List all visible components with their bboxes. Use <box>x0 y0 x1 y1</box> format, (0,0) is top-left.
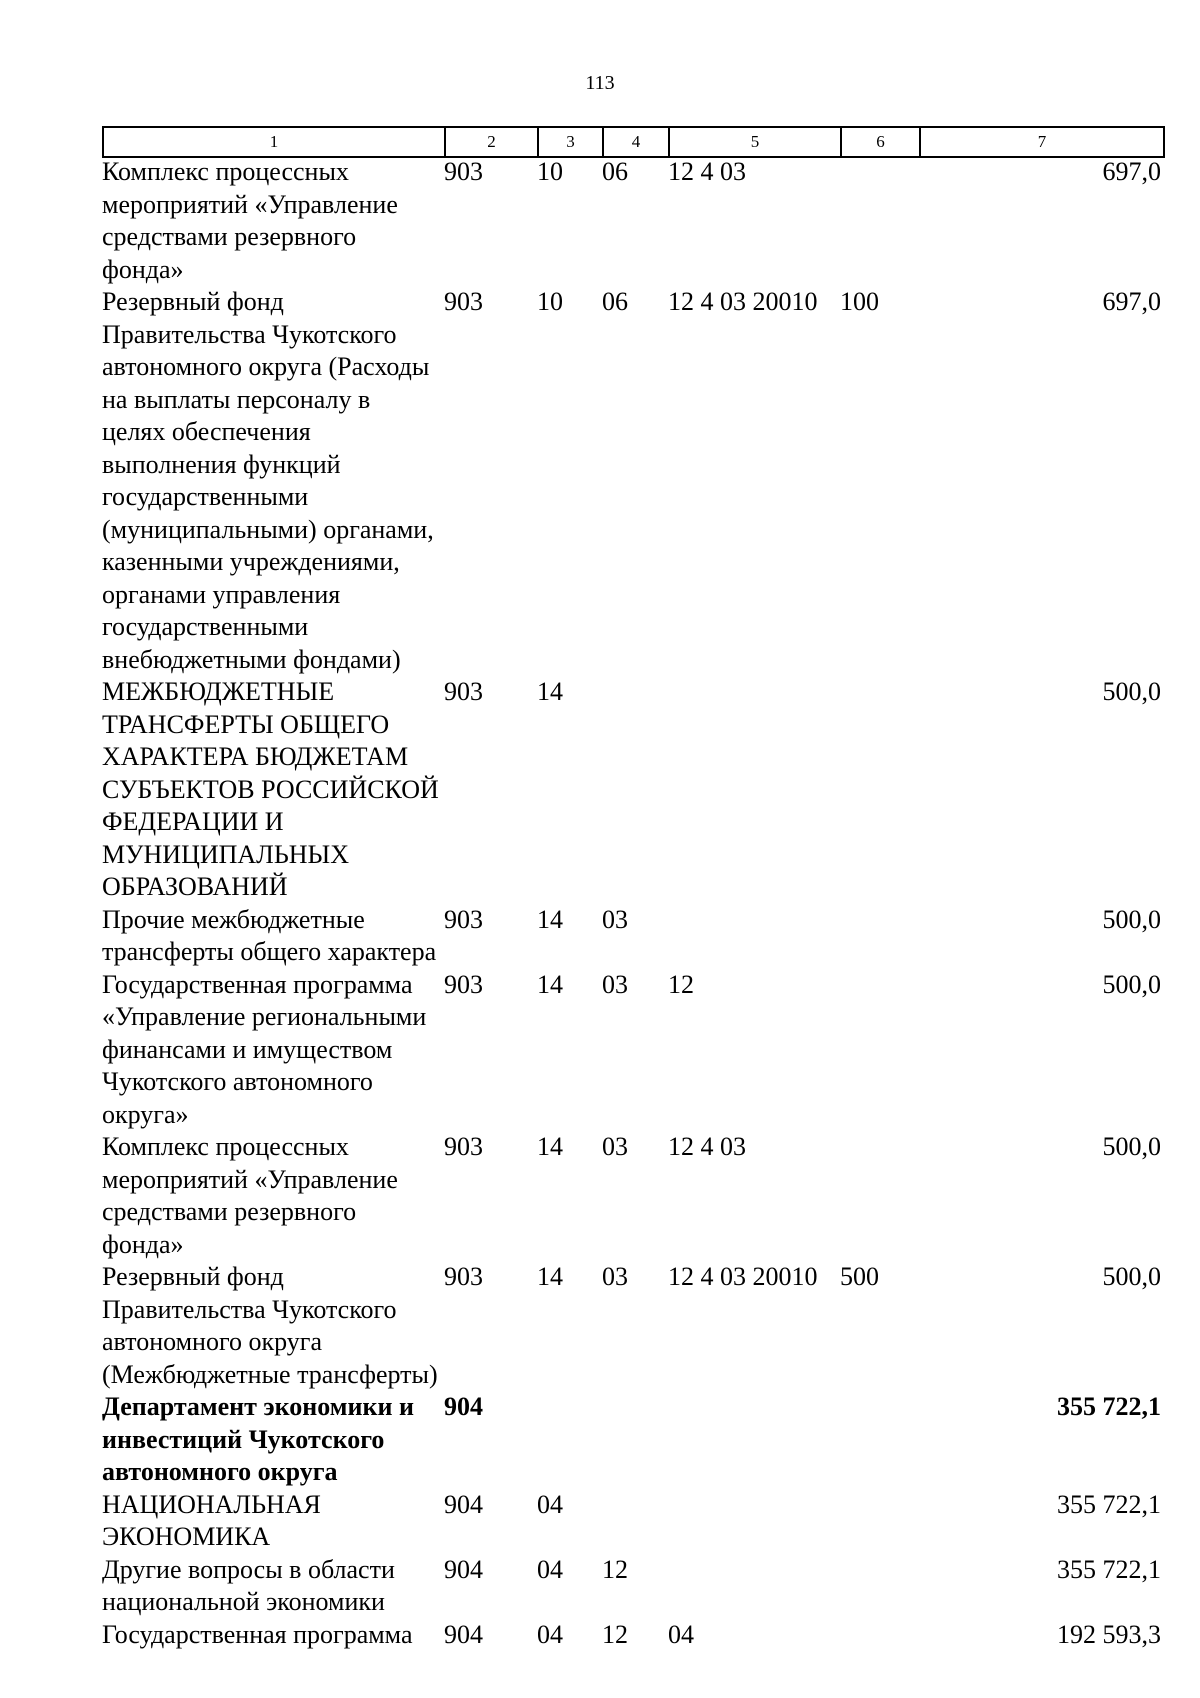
row-expense-type-code: 500 <box>840 1262 879 1291</box>
row-expense-type-code <box>840 1391 919 1489</box>
row-section-code: 14 <box>537 904 563 934</box>
row-ministry-code: 903 <box>444 1132 483 1161</box>
row-target-article-code <box>668 676 840 904</box>
row-ministry-code: 903 <box>444 677 483 706</box>
row-name: Государственная программа <box>102 1619 413 1649</box>
column-header-7: 7 <box>920 127 1164 157</box>
row-ministry-code: 903 <box>444 969 483 999</box>
row-subsection-code <box>602 1489 668 1554</box>
row-name: Государственная программа «Управление региональными финансами и имуществом Чукотского автономного округа» <box>102 969 427 1129</box>
row-target-article-code: 12 4 03 20010 <box>668 287 818 316</box>
row-expense-type-code <box>840 1489 919 1554</box>
row-name: Прочие межбюджетные трансферты общего характера <box>102 904 437 966</box>
row-section-code: 10 <box>537 157 563 186</box>
row-ministry-code: 904 <box>444 1392 483 1421</box>
page-number: 113 <box>585 72 615 94</box>
row-subsection-code: 06 <box>602 157 628 186</box>
row-name: Департамент экономики и инвестиций Чукотского автономного округа <box>102 1392 414 1486</box>
row-amount: 355 722,1 <box>1057 1392 1161 1421</box>
column-header-row <box>103 127 1164 157</box>
row-target-article-code: 12 4 03 20010 <box>668 1262 818 1291</box>
row-target-article-code <box>668 1391 840 1489</box>
row-section-code: 14 <box>537 677 563 706</box>
row-section-code: 04 <box>537 1489 563 1519</box>
row-section-code: 14 <box>537 1262 563 1291</box>
row-subsection-code: 12 <box>602 1619 628 1649</box>
row-section-code: 14 <box>537 1132 563 1161</box>
row-amount: 500,0 <box>1102 969 1161 999</box>
row-section-code: 04 <box>537 1554 563 1584</box>
row-subsection-code <box>602 676 668 904</box>
row-amount: 500,0 <box>1102 1262 1161 1291</box>
row-name: МЕЖБЮДЖЕТНЫЕ ТРАНСФЕРТЫ ОБЩЕГО ХАРАКТЕРА БЮДЖЕТАМ СУБЪЕКТОВ РОССИЙСКОЙ ФЕДЕРАЦИИ И МУНИЦИПАЛЬНЫХ ОБРАЗОВАНИЙ <box>102 677 439 901</box>
row-subsection-code: 06 <box>602 287 628 316</box>
row-expense-type-code <box>840 1619 919 1652</box>
budget-table-body <box>102 156 1163 1651</box>
table-row <box>102 1489 1163 1554</box>
row-target-article-code <box>668 904 840 969</box>
row-name: Другие вопросы в области национальной экономики <box>102 1554 395 1616</box>
row-section-code: 04 <box>537 1619 563 1649</box>
table-row <box>102 1131 1163 1261</box>
column-header-2: 2 <box>445 127 538 157</box>
table-row <box>102 1619 1163 1652</box>
row-amount: 697,0 <box>1102 287 1161 316</box>
row-ministry-code: 904 <box>444 1619 483 1649</box>
row-expense-type-code <box>840 156 919 286</box>
row-subsection-code: 03 <box>602 1262 628 1291</box>
column-header-table <box>102 126 1165 158</box>
row-amount: 355 722,1 <box>1057 1489 1161 1519</box>
row-amount: 697,0 <box>1102 157 1161 186</box>
column-header-4: 4 <box>603 127 669 157</box>
row-target-article-code: 12 4 03 <box>668 157 746 186</box>
table-row <box>102 1554 1163 1619</box>
row-name: Комплекс процессных мероприятий «Управление средствами резервного фонда» <box>102 1132 398 1259</box>
row-target-article-code <box>668 1489 840 1554</box>
row-section-code <box>537 1391 602 1489</box>
row-expense-type-code: 100 <box>840 287 879 316</box>
row-ministry-code: 903 <box>444 904 483 934</box>
row-target-article-code <box>668 1554 840 1619</box>
row-name: НАЦИОНАЛЬНАЯ ЭКОНОМИКА <box>102 1489 321 1551</box>
row-ministry-code: 903 <box>444 1262 483 1291</box>
row-name: Резервный фонд Правительства Чукотского автономного округа (Межбюджетные трансферты) <box>102 1262 438 1389</box>
row-subsection-code <box>602 1391 668 1489</box>
budget-table <box>102 156 1163 1651</box>
row-amount: 500,0 <box>1102 1132 1161 1161</box>
row-expense-type-code <box>840 904 919 969</box>
row-expense-type-code <box>840 1131 919 1261</box>
row-name: Комплекс процессных мероприятий «Управление средствами резервного фонда» <box>102 157 398 284</box>
table-row <box>102 156 1163 286</box>
row-amount: 500,0 <box>1102 904 1161 934</box>
row-amount: 355 722,1 <box>1057 1554 1161 1584</box>
row-expense-type-code <box>840 969 919 1132</box>
row-expense-type-code <box>840 1554 919 1619</box>
row-section-code: 14 <box>537 969 563 999</box>
row-target-article-code: 12 4 03 <box>668 1132 746 1161</box>
row-subsection-code: 03 <box>602 904 628 934</box>
column-header-1: 1 <box>103 127 445 157</box>
row-amount: 192 593,3 <box>1057 1619 1161 1649</box>
table-row <box>102 286 1163 676</box>
row-subsection-code: 03 <box>602 969 628 999</box>
table-row <box>102 969 1163 1132</box>
row-section-code: 10 <box>537 287 563 316</box>
row-ministry-code: 904 <box>444 1554 483 1584</box>
column-header-6: 6 <box>841 127 920 157</box>
table-row <box>102 904 1163 969</box>
row-expense-type-code <box>840 676 919 904</box>
row-subsection-code: 03 <box>602 1132 628 1161</box>
table-row <box>102 1261 1163 1391</box>
column-header-5: 5 <box>669 127 841 157</box>
row-ministry-code: 903 <box>444 287 483 316</box>
table-row <box>102 1391 1163 1489</box>
column-header-3: 3 <box>538 127 603 157</box>
table-row <box>102 676 1163 904</box>
row-name: Резервный фонд Правительства Чукотского автономного округа (Расходы на выплаты персоналу в целях обеспечения выполнения функций государственными (муниципальными) органами, казенными учреждениями, органами управления государственными внебюджетными фондами) <box>102 287 434 674</box>
row-ministry-code: 903 <box>444 157 483 186</box>
row-subsection-code: 12 <box>602 1554 628 1584</box>
row-target-article-code: 12 <box>668 969 694 999</box>
row-amount: 500,0 <box>1102 677 1161 706</box>
row-target-article-code: 04 <box>668 1619 694 1649</box>
row-ministry-code: 904 <box>444 1489 483 1519</box>
